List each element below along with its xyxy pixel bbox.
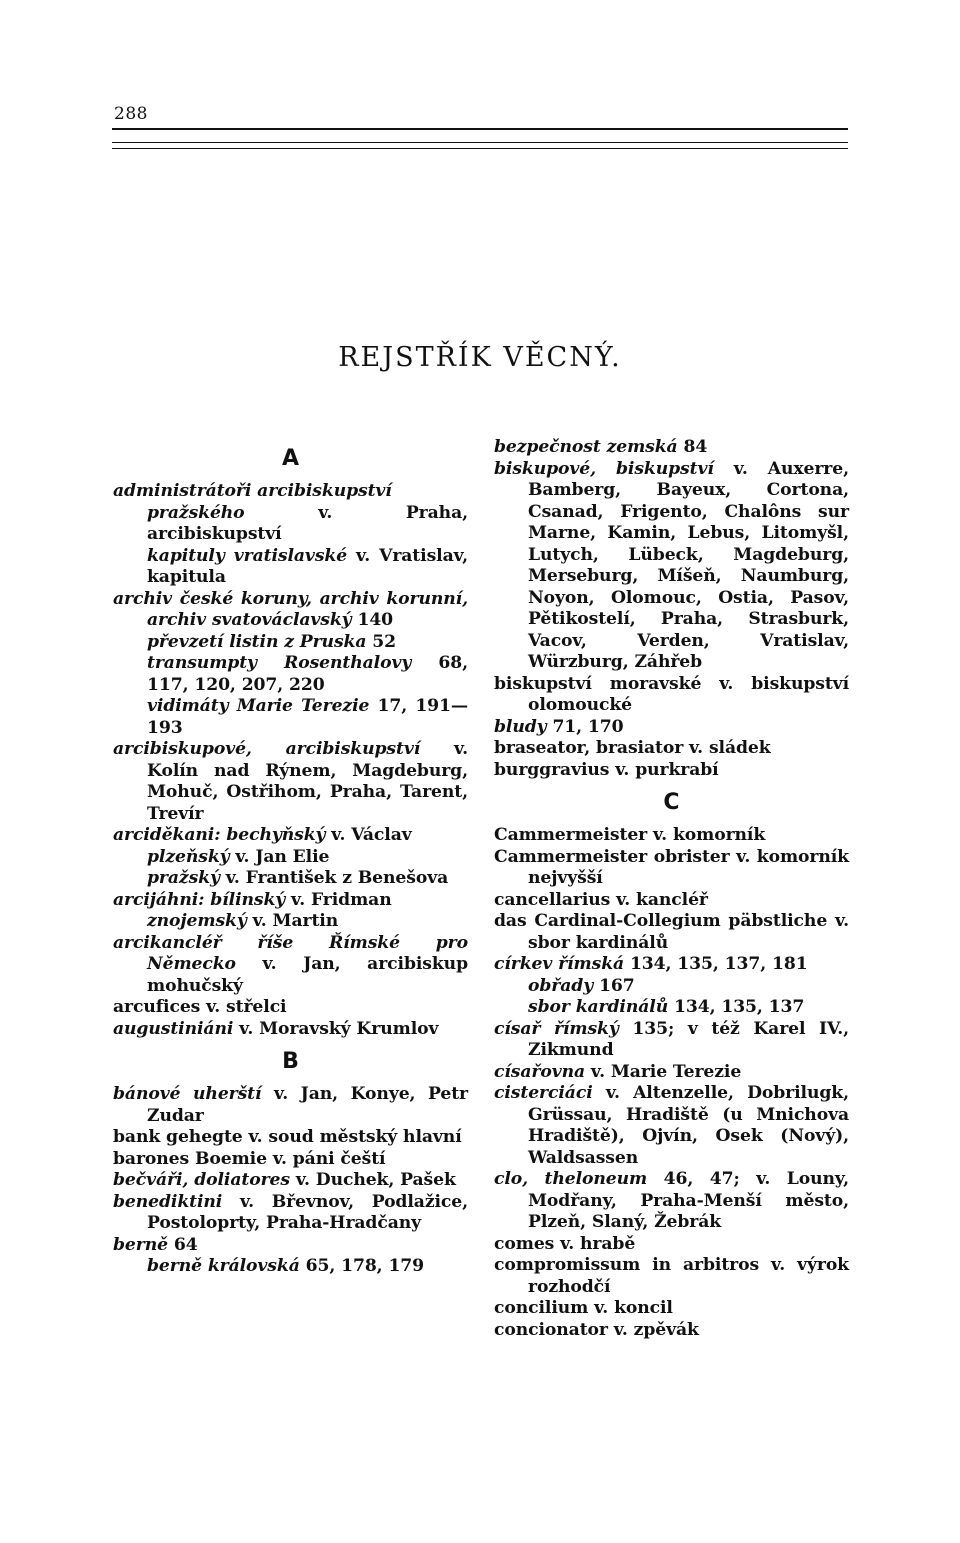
- entry-heading: vidimáty Marie Terezie: [147, 696, 370, 716]
- index-entry: [494, 760, 849, 782]
- page-number: 288: [114, 104, 148, 124]
- entry-reference: v. Praha, arcibiskupství: [147, 502, 468, 544]
- entry-reference: 71, 170: [546, 716, 624, 737]
- entry-heading: arcikancléř říše Římské pro Německo: [113, 932, 468, 974]
- entry-heading: církev římská: [494, 954, 625, 974]
- entry-heading: biskupové, biskupství: [494, 458, 714, 479]
- entry-reference: v. Marie Terezie: [585, 1061, 742, 1082]
- entry-reference: biskupství moravské v. biskupství olomoucké: [494, 673, 849, 715]
- entry-heading: sbor kardinálů: [528, 997, 669, 1017]
- header-rule: [112, 148, 848, 149]
- entry-reference: 167: [593, 975, 635, 996]
- entry-reference: v. Altenzelle, Dobrilugk, Grüssau, Hradiště (u Mnichova Hradiště), Ojvín, Osek (Nový), Waldsassen: [528, 1083, 849, 1168]
- entry-heading: berně: [113, 1234, 168, 1255]
- entry-heading: znojemský: [147, 911, 247, 931]
- entry-heading: plzeňský: [147, 846, 230, 867]
- index-entry: [494, 911, 849, 954]
- entry-reference: 52: [366, 631, 396, 652]
- entry-reference: v. Martin: [246, 911, 339, 931]
- header-rule: [112, 142, 848, 143]
- entry-reference: cancellarius v. kancléř: [494, 889, 708, 910]
- index-entry: [113, 1170, 468, 1192]
- entry-heading: transumpty Rosenthalovy: [147, 653, 412, 673]
- index-entry: [494, 825, 849, 847]
- index-entry: [113, 1019, 468, 1041]
- index-subentry: [113, 632, 468, 654]
- index-entry: [113, 1149, 468, 1171]
- entry-reference: v. Moravský Krumlov: [233, 1018, 439, 1039]
- entry-heading: bánové uherští: [113, 1084, 262, 1104]
- index-entry: [494, 717, 849, 739]
- entry-heading: berně královská: [147, 1256, 300, 1276]
- right-column: [494, 437, 849, 1341]
- entry-heading: arcibiskupové, arcibiskupství: [113, 739, 421, 759]
- entry-reference: braseator, brasiator v. sládek: [494, 738, 771, 758]
- index-entry: [494, 674, 849, 717]
- entry-reference: 135; v též Karel IV., Zikmund: [528, 1018, 849, 1060]
- entry-reference: v. Auxerre, Bamberg, Bayeux, Cortona, Csanad, Frigento, Chalôns sur Marne, Kamin, Lebus, Litomyšl, Lutych, Lübeck, Magdeburg, Merseburg, Míšeň, Naumburg, Noyon, Olomouc, Ostia, Pasov, Pětikostelí, Praha, Strasburk, Vacov, Verden, Vratislav, Würzburg, Záhřeb: [528, 458, 849, 672]
- entry-reference: comes v. hrabě: [494, 1233, 636, 1254]
- index-entry: [113, 739, 468, 825]
- index-subentry: [113, 503, 468, 546]
- index-entry: [494, 890, 849, 912]
- entry-heading: bečváři, doliatores: [113, 1170, 290, 1190]
- entry-reference: barones Boemie v. páni čeští: [113, 1148, 386, 1169]
- entry-reference: v. Vratislav, kapitula: [147, 545, 468, 587]
- index-subentry: [113, 546, 468, 589]
- index-subentry: [494, 976, 849, 998]
- index-entry: [113, 1127, 468, 1149]
- entry-heading: bezpečnost zemská: [494, 437, 678, 457]
- entry-reference: v. Jan, arcibiskup mohučský: [147, 954, 468, 996]
- entry-reference: v. Břevnov, Podlažice, Postoloprty, Praha-Hradčany: [147, 1191, 468, 1233]
- left-column: [113, 437, 468, 1278]
- entry-reference: 134, 135, 137: [668, 997, 805, 1017]
- entry-heading: arcijáhni: bílinský: [113, 889, 286, 910]
- index-entry: [494, 437, 849, 459]
- entry-heading: pražského: [147, 502, 245, 523]
- entry-reference: 84: [677, 437, 708, 457]
- entry-heading: benediktini: [113, 1191, 223, 1212]
- index-entry: [113, 933, 468, 998]
- entry-reference: v. Jan, Konye, Petr Zudar: [147, 1084, 468, 1126]
- index-subentry: [113, 868, 468, 890]
- entry-reference: v. Duchek, Pašek: [289, 1170, 456, 1190]
- index-entry: [494, 1083, 849, 1169]
- entry-reference: concionator v. zpěvák: [494, 1319, 699, 1340]
- index-entry: [494, 1019, 849, 1062]
- entry-reference: burggravius v. purkrabí: [494, 759, 719, 780]
- entry-reference: v. Kolín nad Rýnem, Magdeburg, Mohuč, Ostřihom, Praha, Tarent, Trevír: [147, 739, 468, 824]
- index-entry: [494, 954, 849, 976]
- entry-reference: bank gehegte v. soud městský hlavní: [113, 1127, 462, 1147]
- entry-reference: 46, 47; v. Louny, Modřany, Praha-Menší město, Plzeň, Slaný, Žebrák: [528, 1169, 849, 1232]
- entry-heading: bludy: [494, 716, 547, 737]
- entry-reference: concilium v. koncil: [494, 1298, 673, 1318]
- index-subentry: [113, 847, 468, 869]
- entry-reference: 140: [351, 610, 394, 630]
- entry-reference: 64: [167, 1234, 198, 1255]
- section-letter: A: [281, 446, 300, 471]
- entry-heading: kapituly vratislavské: [147, 545, 348, 566]
- index-subentry: [113, 653, 468, 696]
- index-subentry: [113, 1256, 468, 1278]
- entry-reference: v. Václav: [325, 825, 412, 845]
- index-entry: [494, 459, 849, 674]
- entry-heading: císař římský: [494, 1018, 619, 1039]
- index-subentry: [113, 696, 468, 739]
- entry-reference: v. Fridman: [285, 889, 392, 910]
- index-entry: [494, 1169, 849, 1234]
- index-subentry: [494, 997, 849, 1019]
- entry-heading: převzetí listin z Pruska: [147, 631, 367, 652]
- entry-heading: pražský: [147, 868, 220, 888]
- entry-heading: obřady: [528, 975, 594, 996]
- index-entry: [494, 1062, 849, 1084]
- index-entry: [494, 1234, 849, 1256]
- index-entry: [113, 890, 468, 912]
- header-rule: [112, 128, 848, 130]
- entry-heading: clo, theloneum: [494, 1169, 648, 1189]
- entry-reference: v. Jan Elie: [229, 846, 330, 867]
- index-entry: [113, 825, 468, 847]
- entry-reference: v. František z Benešova: [219, 868, 449, 888]
- entry-reference: Cammermeister v. komorník: [494, 825, 766, 845]
- section-letter: B: [282, 1049, 299, 1074]
- index-entry: [494, 847, 849, 890]
- entry-heading: archiv české koruny, archiv korunní, archiv svatováclavský: [113, 588, 468, 630]
- index-entry: [113, 589, 468, 632]
- entry-reference: arcufices v. střelci: [113, 997, 287, 1017]
- entry-reference: 68, 117, 120, 207, 220: [147, 653, 468, 695]
- entry-heading: augustiniáni: [113, 1018, 234, 1039]
- index-entry: [113, 1192, 468, 1235]
- entry-reference: 65, 178, 179: [299, 1256, 425, 1276]
- entry-reference: 134, 135, 137, 181: [624, 954, 808, 974]
- entry-heading: cisterciáci: [494, 1083, 593, 1103]
- index-entry: [113, 997, 468, 1019]
- entry-reference: compromissum in arbitros v. výrok rozhodčí: [494, 1255, 849, 1297]
- entry-heading: administrátoři arcibiskupství: [113, 481, 392, 501]
- page-title: REJSTŘÍK VĚCNÝ.: [338, 342, 622, 373]
- index-entry: [494, 1320, 849, 1342]
- index-subentry: [113, 911, 468, 933]
- index-entry: [113, 481, 468, 503]
- entry-heading: císařovna: [494, 1061, 586, 1082]
- index-entry: [113, 1235, 468, 1257]
- entry-heading: arciděkani: bechyňský: [113, 825, 326, 845]
- entry-reference: das Cardinal-Collegium päbstliche v. sbor kardinálů: [494, 911, 849, 953]
- section-letter: C: [663, 790, 680, 815]
- index-entry: [494, 1298, 849, 1320]
- entry-reference: 17, 191—193: [147, 696, 468, 738]
- index-entry: [494, 1255, 849, 1298]
- index-entry: [494, 738, 849, 760]
- entry-reference: Cammermeister obrister v. komorník nejvyšší: [494, 846, 849, 888]
- index-entry: [113, 1084, 468, 1127]
